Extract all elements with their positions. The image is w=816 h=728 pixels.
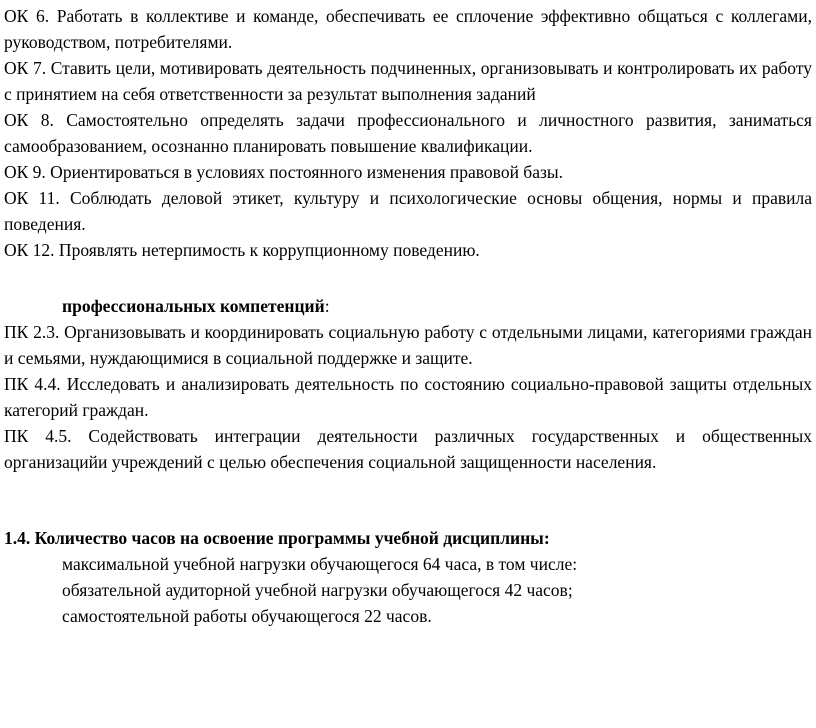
- pk-competencies-list: [4, 319, 812, 475]
- hours-self-study: самостоятельной работы обучающегося 22 часов.: [62, 606, 432, 626]
- pk-heading: [4, 293, 812, 319]
- hours-section-title: 1.4. Количество часов на освоение программы учебной дисциплины:: [4, 528, 550, 548]
- pk-item-2-3: ПК 2.3. Организовывать и координировать социальную работу с отдельными лицами, категориями граждан и семьями, нуждающимися в социальной поддержке и защите.: [4, 322, 812, 368]
- hours-max-load: максимальной учебной нагрузки обучающегося 64 часа, в том числе:: [62, 554, 578, 574]
- ok-item-8: ОК 8. Самостоятельно определять задачи профессионального и личностного развития, заниматься самообразованием, осознанно планировать повышение квалификации.: [4, 110, 812, 156]
- pk-heading-colon: :: [324, 296, 330, 316]
- ok-item-6: ОК 6. Работать в коллективе и команде, обеспечивать ее сплочение эффективно общаться с коллегами, руководством, потребителями.: [4, 6, 812, 52]
- pk-item-4-4: ПК 4.4. Исследовать и анализировать деятельность по состоянию социально-правовой защиты отдельных категорий граждан.: [4, 374, 812, 420]
- ok-competencies-list: [4, 3, 812, 263]
- ok-item-12: ОК 12. Проявлять нетерпимость к коррупционному поведению.: [4, 240, 480, 260]
- hours-classroom-load: обязательной аудиторной учебной нагрузки обучающегося 42 часов;: [62, 580, 573, 600]
- ok-item-7: ОК 7. Ставить цели, мотивировать деятельность подчиненных, организовывать и контролировать их работу с принятием на себя ответственности за результат выполнения заданий: [4, 58, 812, 104]
- spacer: [4, 263, 812, 285]
- ok-item-9: ОК 9. Ориентироваться в условиях постоянного изменения правовой базы.: [4, 162, 564, 182]
- spacer: [4, 475, 812, 525]
- hours-section: [4, 525, 812, 629]
- ok-item-11: ОК 11. Соблюдать деловой этикет, культуру и психологические основы общения, нормы и правила поведения.: [4, 188, 812, 234]
- pk-item-4-5: ПК 4.5. Содействовать интеграции деятельности различных государственных и общественных организацийи учреждений с целью обеспечения социальной защищенности населения.: [4, 426, 812, 472]
- pk-heading-text: профессиональных компетенций: [62, 296, 325, 316]
